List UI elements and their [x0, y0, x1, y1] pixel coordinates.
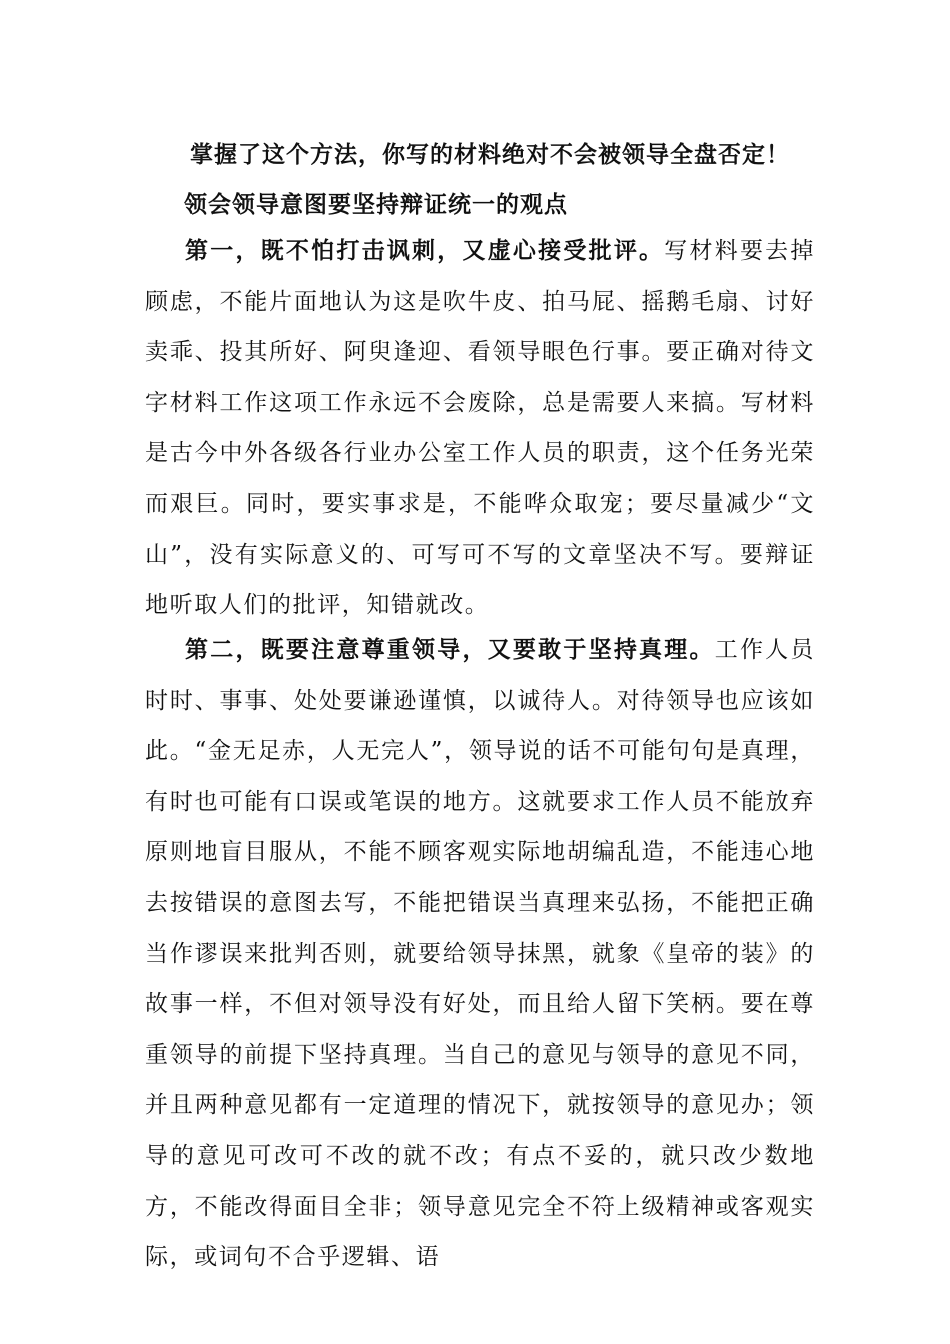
paragraph-1 — [145, 226, 815, 631]
paragraph-2 — [145, 625, 815, 1283]
paragraph-2-lead: 第二，既要注意尊重领导，又要敢于坚持真理。 — [185, 636, 715, 663]
paragraph-2-body: 工作人员时时、事事、处处要谦逊谨慎，以诚待人。对待领导也应该如此。“金无足赤，人无完人”，领导说的话不可能句句是真理，有时也可能有口误或笔误的地方。这就要求工作人员不能放弃原则地盲目服从，不能不顾客观实际地胡编乱造，不能违心地去按错误的意图去写，不能把错误当真理来弘扬，不能把正确当作谬误来批判否则，就要给领导抹黑，就象《皇帝的装》的故事一样，不但对领导没有好处，而且给人留下笑柄。要在尊重领导的前提下坚持真理。当自己的意见与领导的意见不同，并且两种意见都有一定道理的情况下，就按领导的意见办；领导的意见可改可不改的就不改；有点不妥的，就只改少数地方，不能改得面目全非；领导意见完全不符上级精神或客观实际，或词句不合乎逻辑、语 — [145, 637, 815, 1271]
document-subtitle: 领会领导意图要坚持辩证统一的观点 — [184, 191, 568, 218]
paragraph-1-body: 写材料要去掉顾虑，不能片面地认为这是吹牛皮、拍马屁、摇鹅毛扇、讨好卖乖、投其所好、阿臾逢迎、看领导眼色行事。要正确对待文字材料工作这项工作永远不会废除，总是需要人来搞。写材料是古今中外各级各行业办公室工作人员的职责，这个任务光荣而艰巨。同时，要实事求是，不能哗众取宠；要尽量减少“文山”，没有实际意义的、可写可不写的文章坚决不写。要辩证地听取人们的批评，知错就改。 — [145, 238, 815, 619]
paragraph-1-lead: 第一，既不怕打击讽刺，又虚心接受批评。 — [185, 237, 665, 264]
document-title: 掌握了这个方法，你写的材料绝对不会被领导全盘否定！ — [190, 141, 790, 168]
